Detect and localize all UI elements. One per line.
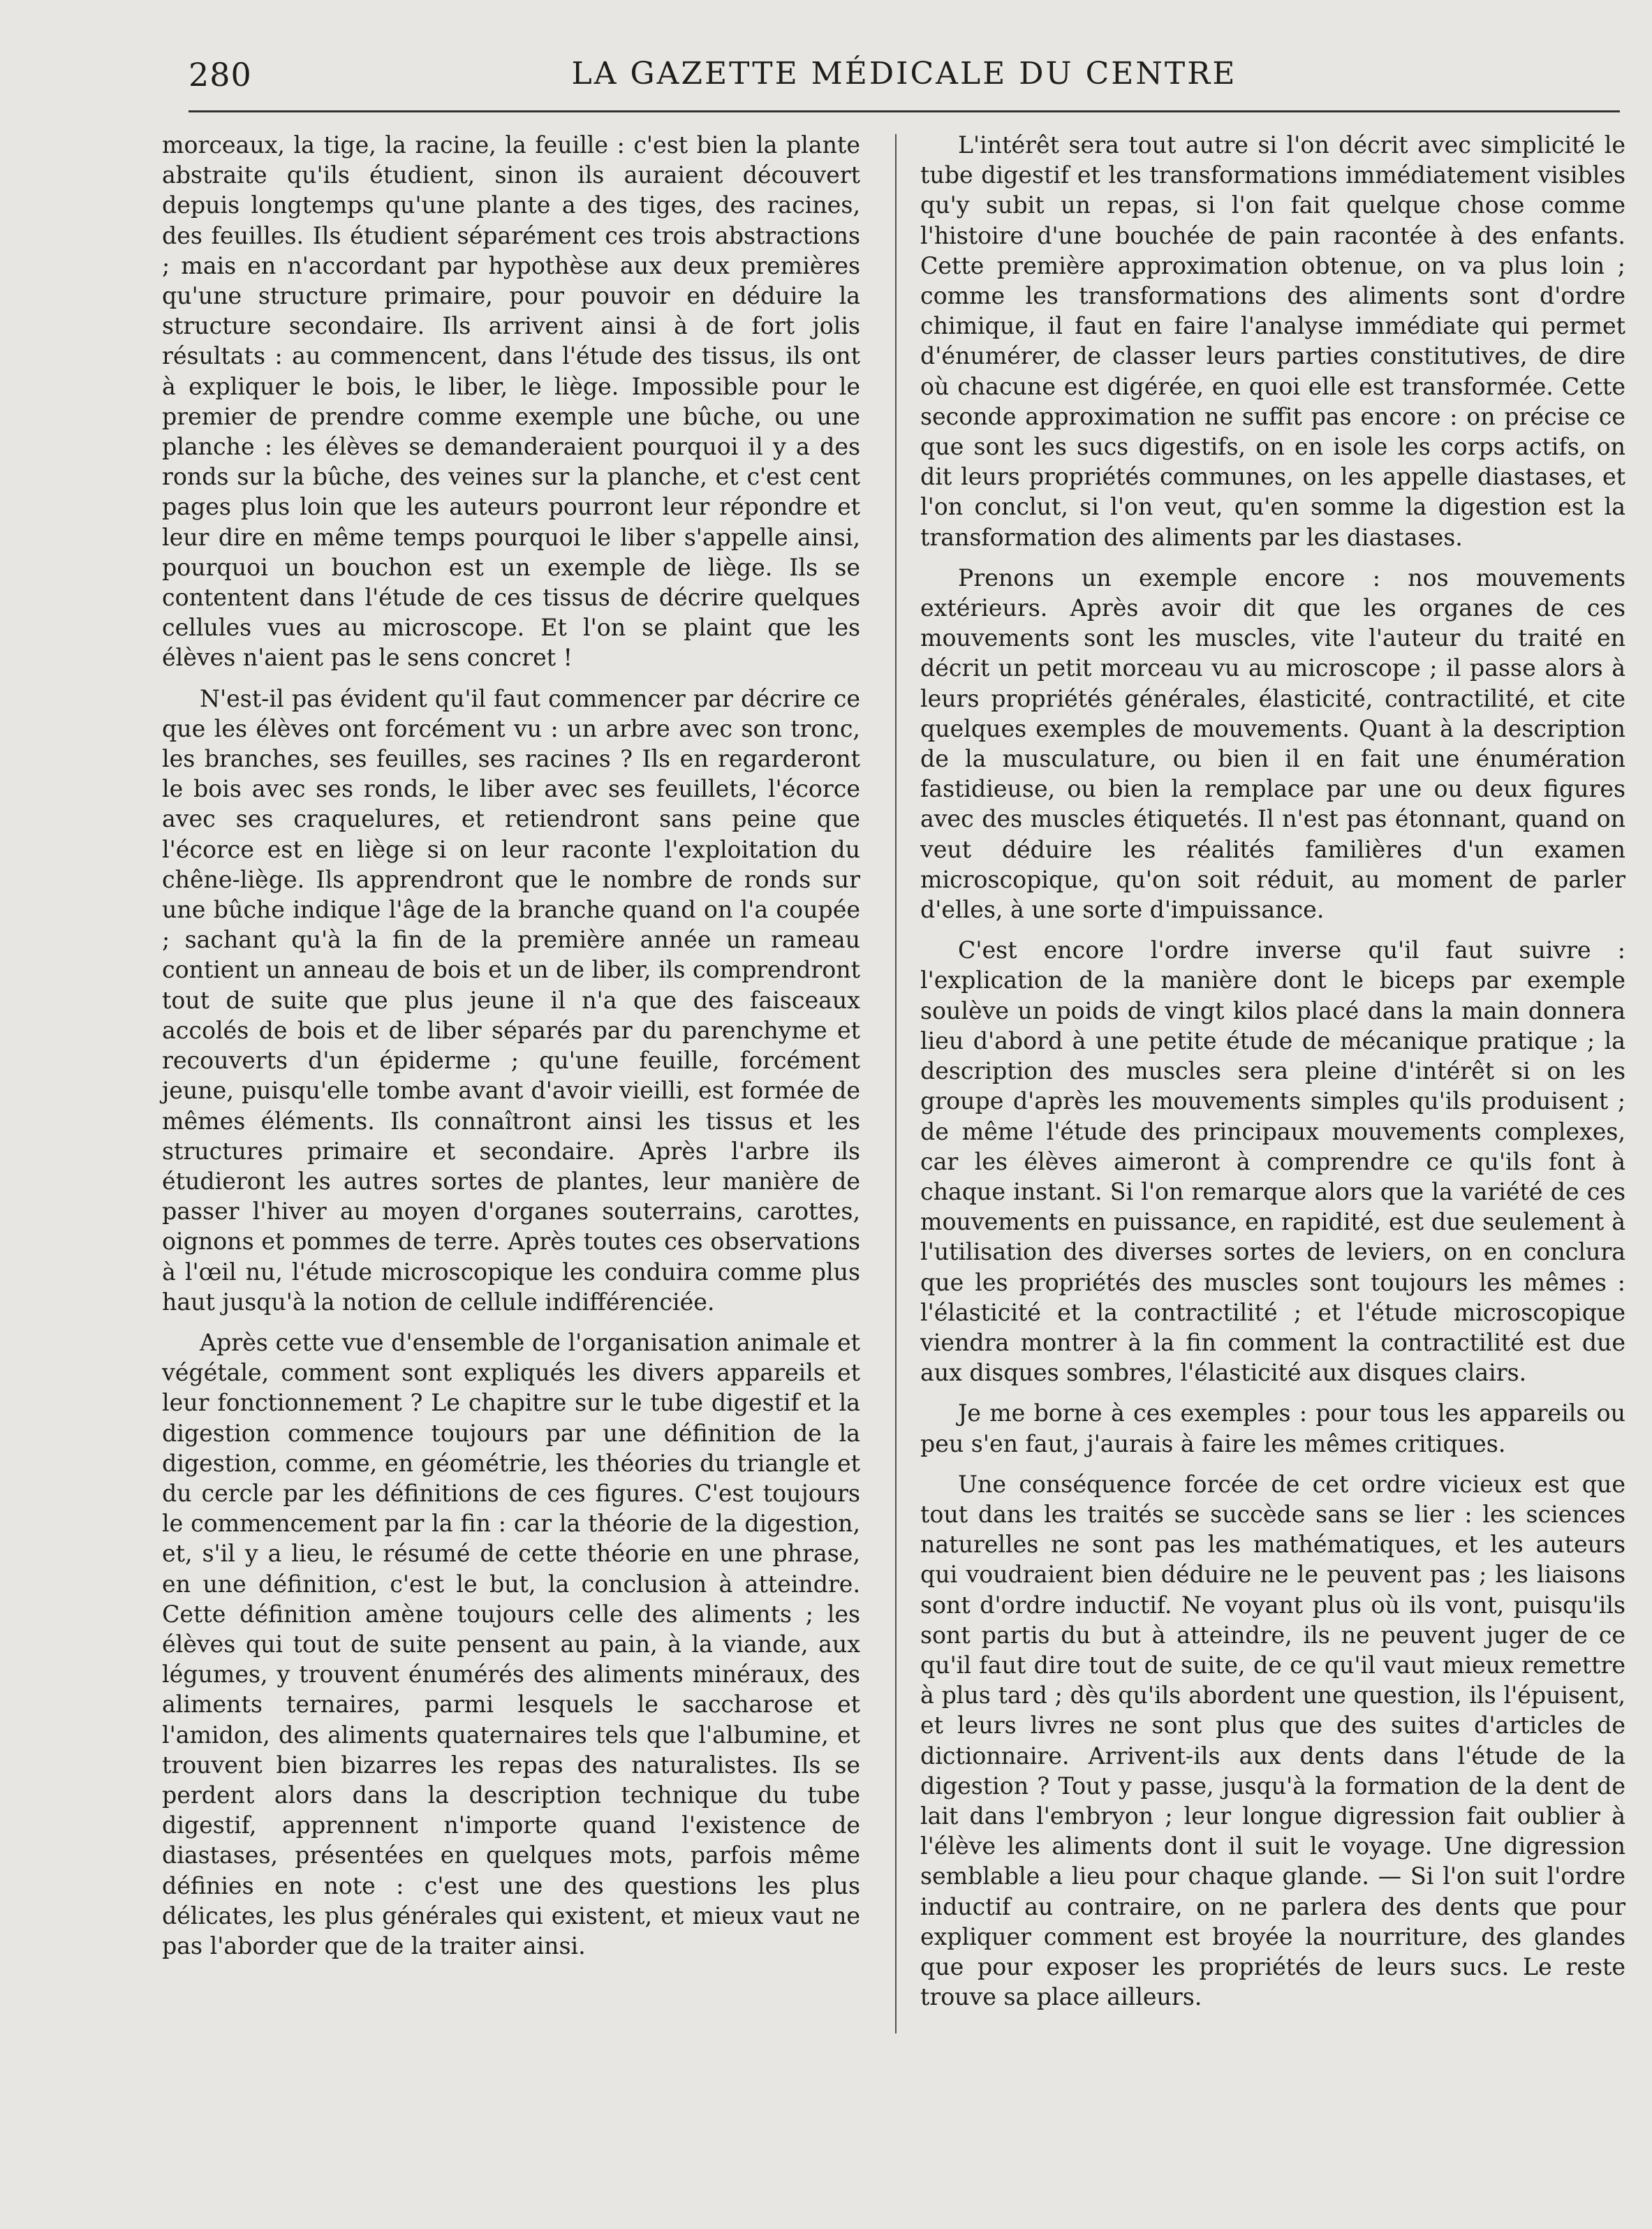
right-column	[920, 130, 1625, 2012]
page-number: 280	[189, 56, 252, 94]
right-paragraph-4: Je me borne à ces exemples : pour tous les appareils ou peu s'en faut, j'aurais à faire les mêmes critiques.	[920, 1399, 1625, 1457]
right-paragraph-1: L'intérêt sera tout autre si l'on décrit avec simplicité le tube digestif et les transformations immédiatement visibles qu'y subit un repas, si l'on fait quelque chose comme l'histoire d'une bouchée de pain racontée à des enfants. Cette première approximation obtenue, on va plus loin ; comme les transformations des aliments sont d'ordre chimique, il faut en faire l'analyse immédiate qui permet d'énumérer, de classer leurs parties constitutives, de dire où chacune est digérée, en quoi elle est transformée. Cette seconde approximation ne suffit pas encore : on précise ce que sont les sucs digestifs, on en isole les corps actifs, on dit leurs propriétés communes, on les appelle diastases, et l'on conclut, si l'on veut, qu'en somme la digestion est la transformation des aliments par les diastases.	[920, 131, 1625, 551]
running-header	[189, 56, 1620, 105]
column-divider	[895, 134, 897, 2033]
right-paragraph-2: Prenons un exemple encore : nos mouvements extérieurs. Après avoir dit que les organes de ces mouvements sont les muscles, vite l'auteur du traité en décrit un petit morceau vu au microscope ; il passe alors à leurs propriétés générales, élasticité, contractilité, et cite quelques exemples de mouvements. Quant à la description de la musculature, ou bien il en fait une énumération fastidieuse, ou bien la remplace par une ou deux figures avec des muscles étiquetés. Il n'est pas étonnant, quand on veut déduire les réalités familières d'un examen microscopique, qu'on soit réduit, au moment de parler d'elles, à une sorte d'impuissance.	[920, 564, 1625, 924]
left-paragraph-3: Après cette vue d'ensemble de l'organisation animale et végétale, comment sont expliqués les divers appareils et leur fonctionnement ? Le chapitre sur le tube digestif et la digestion commence toujours par une définition de la digestion, comme, en géométrie, les théories du triangle et du cercle par les définitions de ces figures. C'est toujours le commencement par la fin : car la théorie de la digestion, et, s'il y a lieu, le résumé de cette théorie en une phrase, en une définition, c'est le but, la conclusion à atteindre. Cette définition amène toujours celle des aliments ; les élèves qui tout de suite pensent au pain, à la viande, aux légumes, y trouvent énumérés des aliments minéraux, des aliments ternaires, parmi lesquels le saccharose et l'amidon, des aliments quaternaires tels que l'albumine, et trouvent bien bizarres les repas des naturalistes. Ils se perdent alors dans la description technique du tube digestif, apprennent n'importe quand l'existence de diastases, présentées en quelques mots, parfois même définies en note : c'est une des questions les plus délicates, les plus générales qui existent, et mieux vaut ne pas l'aborder que de la traiter ainsi.	[162, 1328, 860, 1959]
right-paragraph-3: C'est encore l'ordre inverse qu'il faut suivre : l'explication de la manière dont le biceps par exemple soulève un poids de vingt kilos placé dans la main donnera lieu d'abord à une petite étude de mécanique pratique ; la description des muscles sera pleine d'intérêt si on les groupe d'après les mouvements simples qu'ils produisent ; de même l'étude des principaux mouvements complexes, car les élèves aimeront à comprendre ce qu'ils font à chaque instant. Si l'on remarque alors que la variété de ces mouvements en puissance, en rapidité, est due seulement à l'utilisation des diverses sortes de leviers, on en conclura que les propriétés des muscles sont toujours les mêmes : l'élasticité et la contractilité ; et l'étude microscopique viendra montrer à la fin comment la contractilité est due aux disques sombres, l'élasticité aux disques clairs.	[920, 936, 1625, 1387]
header-rule	[189, 110, 1620, 112]
right-paragraph-5: Une conséquence forcée de cet ordre vicieux est que tout dans les traités se succède sans se lier : les sciences naturelles ne sont pas les mathématiques, et les auteurs qui voudraient bien déduire ne le peuvent pas ; les liaisons sont d'ordre inductif. Ne voyant plus où ils vont, puisqu'ils sont partis du but à atteindre, ils ne peuvent juger de ce qu'il faut dire tout de suite, de ce qu'il vaut mieux remettre à plus tard ; dès qu'ils abordent une question, ils l'épuisent, et leurs livres ne sont plus que des suites d'articles de dictionnaire. Arrivent-ils aux dents dans l'étude de la digestion ? Tout y passe, jusqu'à la formation de la dent de lait dans l'embryon ; leur longue digression fait oublier à l'élève les aliments dont il suit le voyage. Une digression semblable a lieu pour chaque glande. — Si l'on suit l'ordre inductif au contraire, on ne parlera des dents que pour expliquer comment est broyée la nourriture, des glandes que pour exposer les propriétés de leurs sucs. Le reste trouve sa place ailleurs.	[920, 1470, 1625, 2011]
left-paragraph-1: morceaux, la tige, la racine, la feuille : c'est bien la plante abstraite qu'ils étudient, sinon ils auraient découvert depuis longtemps qu'une plante a des tiges, des racines, des feuilles. Ils étudient séparément ces trois abstractions ; mais en n'accordant par hypothèse aux deux premières qu'une structure primaire, pour pouvoir en déduire la structure secondaire. Ils arrivent ainsi à de fort jolis résultats : au commencent, dans l'étude des tissus, ils ont à expliquer le bois, le liber, le liège. Impossible pour le premier de prendre comme exemple une bûche, ou une planche : les élèves se demanderaient pourquoi il y a des ronds sur la bûche, des veines sur la planche, et c'est cent pages plus loin que les auteurs pourront leur répondre et leur dire en même temps pourquoi le liber s'appelle ainsi, pourquoi un bouchon est un exemple de liège. Ils se contentent dans l'étude de ces tissus de décrire quelques cellules vues au microscope. Et l'on se plaint que les élèves n'aient pas le sens concret !	[162, 131, 860, 672]
left-column	[162, 130, 860, 1961]
journal-title: LA GAZETTE MÉDICALE DU CENTRE	[571, 56, 1237, 91]
left-paragraph-2: N'est-il pas évident qu'il faut commencer par décrire ce que les élèves ont forcément vu : un arbre avec son tronc, les branches, ses feuilles, ses racines ? Ils en regarderont le bois avec ses ronds, le liber avec ses feuillets, l'écorce avec ses craquelures, et retiendront sans peine que l'écorce est en liège si on leur raconte l'exploitation du chêne-liège. Ils apprendront que le nombre de ronds sur une bûche indique l'âge de la branche quand on l'a coupée ; sachant qu'à la fin de la première année un rameau contient un anneau de bois et un de liber, ils comprendront tout de suite que plus jeune il n'a que des faisceaux accolés de bois et de liber séparés par du parenchyme et recouverts d'un épiderme ; qu'une feuille, forcément jeune, puisqu'elle tombe avant d'avoir vieilli, est formée de mêmes éléments. Ils connaîtront ainsi les tissus et les structures primaire et secondaire. Après l'arbre ils étudieront les autres sortes de plantes, leur manière de passer l'hiver au moyen d'organes souterrains, carottes, oignons et pommes de terre. Après toutes ces observations à l'œil nu, l'étude microscopique les conduira comme plus haut jusqu'à la notion de cellule indifférenciée.	[162, 684, 860, 1316]
